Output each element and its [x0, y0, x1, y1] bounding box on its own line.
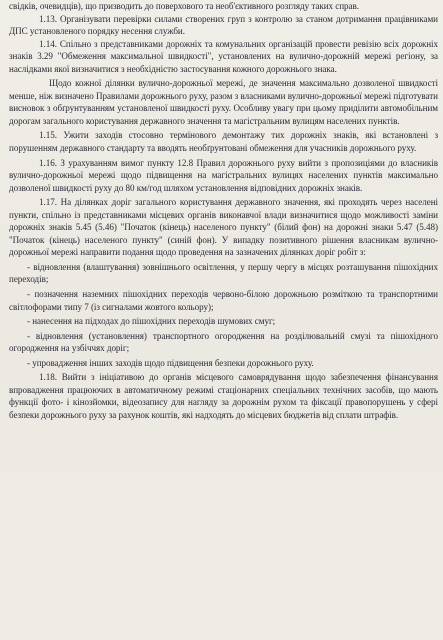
paragraph-1-14: 1.14. Спільно з представниками дорожніх та комунальних організацій провести ревізію всіх дорожніх знаків 3.29 "Обмеження максимальної швидкості", установлених на вулично-дорожній мережі регіону, за наслідками якої визначитися з необхідністю застосування кожного дорожнього знака.: [9, 38, 438, 74]
bullet-noise-strips: - нанесення на підходах до пішохідних переходів шумових смуг;: [27, 316, 276, 327]
bullet-other-measures: - упровадження інших заходів щодо підвищення безпеки дорожнього руху.: [27, 357, 314, 368]
paragraph-continuation: свідків, очевидців), що призводить до поверхового та необ'єктивного розгляду таких справ.: [9, 1, 360, 11]
bullet-lighting: - відновлення (влаштування) зовнішнього освітлення, у першу чергу в місцях розташування пішохідних переходів;: [9, 261, 438, 285]
bullet-crossing-marking: - позначення наземних пішохідних переходів червоно-білою дорожньою розміткою та транспортними світлофорами типу 7 (із сигналами жовтого кольору);: [9, 289, 438, 312]
bullet-barriers: - відновлення (установлення) транспортного огородження на розділювальній смузі та пішохідного огородження на узбіччях доріг;: [9, 330, 438, 354]
paragraph-1-18: 1.18. Вийти з ініціативою до органів місцевого самоврядування щодо забезпечення фінансування впровадження працюючих в автоматичному режимі стаціонарних спеціальних технічних засобів, що мають функції фото- і кінозйомки, відеозапису для нагляду за дорожнім рухом та фіксації правопорушень у сфері безпеки дорожнього руху за рахунок коштів, які надходять до місцевих бюджетів від сплати штрафів.: [9, 372, 438, 420]
paragraph-1-17: 1.17. На ділянках доріг загального користування державного значення, які проходять через населені пункти, спільно із представниками місцевих органів виконавчої влади визначитися щодо можливості заміни дорожніх знаків 5.45 (5.46) "Початок (кінець) населеного пункту" (білий фон) на дорожні знаки 5.47 (5.48) "Початок (кінець) населеного пункту" (синій фон). У випадку позитивного рішення власникам вулично-дорожньої мережі направити подання щодо проведення на зазначених ділянках доріг робіт з:: [9, 197, 438, 258]
paragraph-1-15: 1.15. Ужити заходів стосовно термінового демонтажу тих дорожніх знаків, які встановлені з порушенням державного стандарту та вводять необґрунтовані обмеження для учасників дорожнього руху.: [9, 130, 438, 154]
document-body: [9, 0, 438, 422]
paragraph-1-13: 1.13. Організувати перевірки силами створених груп з контролю за станом дотримання працівниками ДПС установленого порядку несення служби.: [9, 13, 438, 37]
paragraph-speed-conclusion: Щодо кожної ділянки вулично-дорожньої мережі, де значення максимально дозволеної швидкості менше, ніж визначено Правилами дорожнього руху, разом з власниками вулично-дорожньої мережі підготувати висновок з обґрунтуванням установленої швидкості руху. Особливу увагу при цьому приділити автомобільним дорогам загального користування державного значення та магістральним вулицям населених пунктів.: [9, 78, 438, 126]
paragraph-1-16: 1.16. З урахуванням вимог пункту 12.8 Правил дорожнього руху вийти з пропозиціями до власників вулично-дорожньої мережі щодо підвищення на магістральних вулицях населених пунктів максимально дозволеної швидкості руху до 80 км/год шляхом установлення відповідних дорожніх знаків.: [9, 157, 438, 193]
